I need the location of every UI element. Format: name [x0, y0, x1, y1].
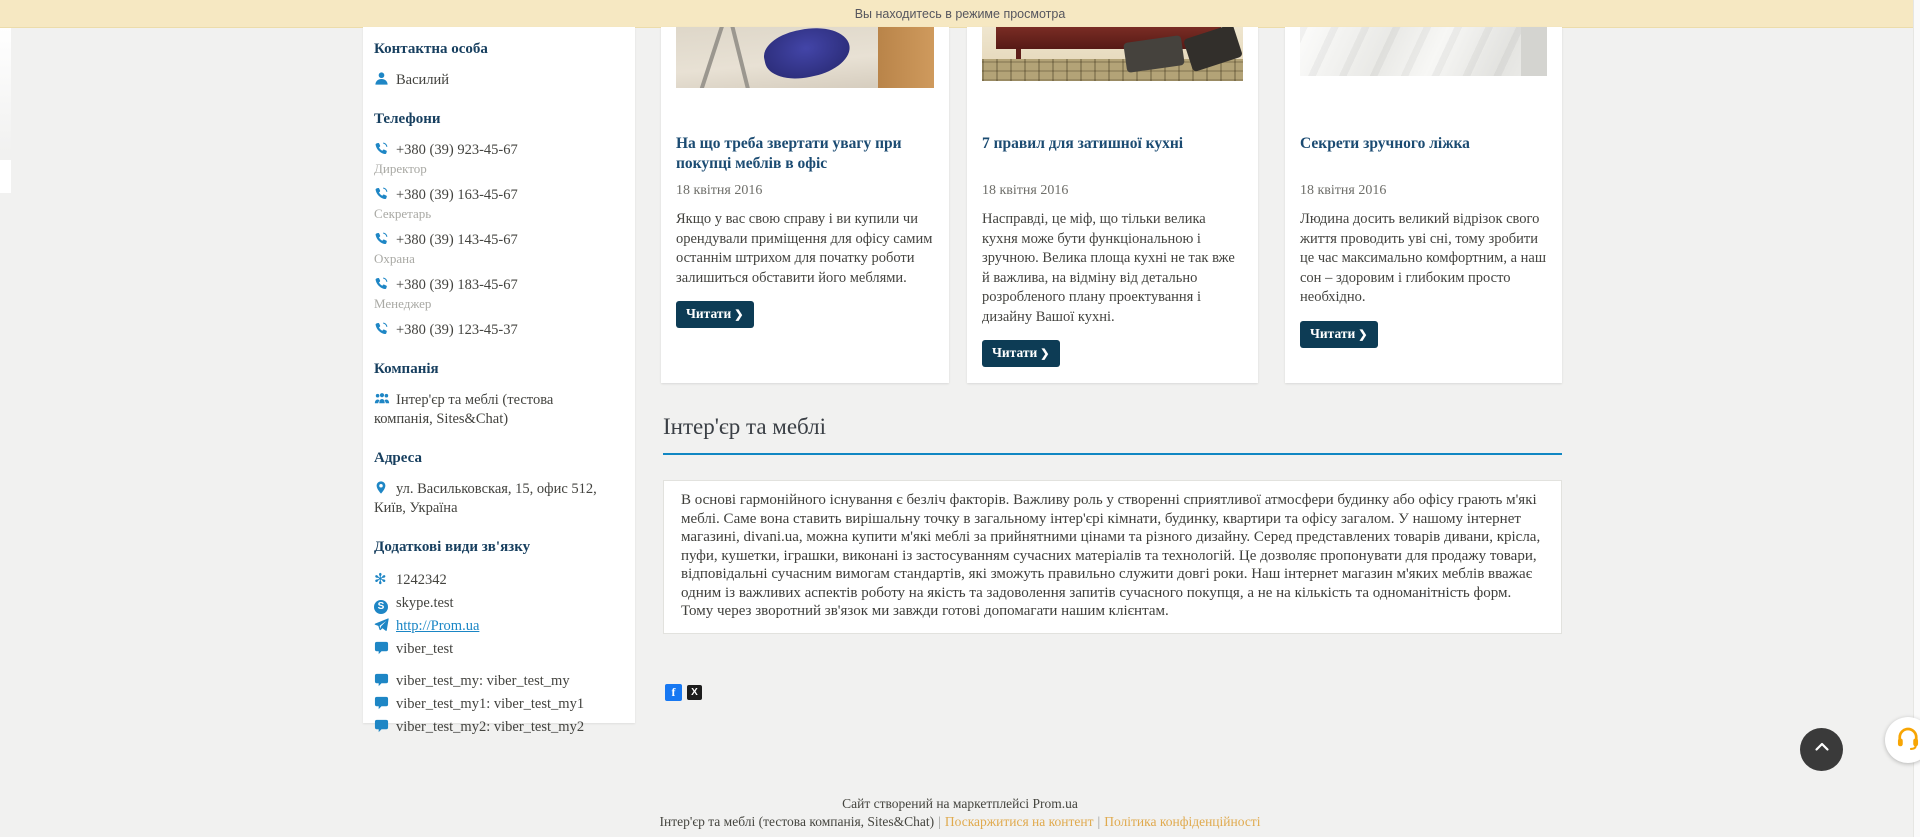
- map-pin-icon: [374, 480, 391, 495]
- article-body: [967, 134, 1258, 367]
- about-section-heading: Інтер'єр та меблі: [663, 414, 1562, 455]
- chevron-up-icon: [1812, 737, 1832, 762]
- read-more-button[interactable]: [982, 340, 1060, 367]
- messenger-login: viber_test_my1: viber_test_my1: [396, 696, 585, 712]
- left-edge-panel: [0, 28, 11, 153]
- article-title[interactable]: Секрети зручного ліжка: [1300, 135, 1470, 152]
- site-link[interactable]: http://Prom.ua: [396, 618, 480, 634]
- phone-label: Охрана: [374, 251, 415, 266]
- left-edge-panel-2: [0, 160, 11, 193]
- x-twitter-icon[interactable]: X: [687, 685, 702, 700]
- headset-icon: [1896, 726, 1920, 755]
- phone-icon: [374, 186, 391, 201]
- address-text: ул. Васильковская, 15, офис 512, Київ, Україна: [374, 481, 597, 516]
- icq-icon: ✻: [374, 572, 387, 588]
- read-more-button[interactable]: [1300, 321, 1378, 348]
- article-date: 18 квітня 2016: [1300, 183, 1387, 198]
- read-more-label: Читати: [686, 306, 732, 321]
- messenger-row: [374, 693, 609, 716]
- article-excerpt: Насправді, це міф, що тільки велика кухня може бути функціональною і зручною. Велика площа кухні не так вже й важлива, на відміну від детально розробленого плану проектування і дизайну Вашої кухні.: [982, 211, 1235, 325]
- report-content-link[interactable]: Поскаржитися на контент: [944, 814, 1094, 829]
- phone-number[interactable]: +380 (39) 183-45-67: [396, 277, 518, 293]
- extra-contacts-heading: Додаткові види зв'язку: [374, 539, 531, 555]
- article-card: [1285, 27, 1562, 383]
- desk-leg-shape: [730, 27, 751, 88]
- article-date: 18 квітня 2016: [676, 183, 763, 198]
- chat-icon: [374, 672, 391, 687]
- social-share-bar: [665, 684, 702, 701]
- footer-separator: |: [1097, 814, 1101, 829]
- footer-separator: |: [938, 814, 941, 829]
- skype-icon: S: [374, 600, 388, 614]
- icq-row: [374, 569, 609, 592]
- messenger-row: [374, 670, 609, 693]
- company-heading: Компанія: [374, 361, 439, 377]
- facebook-icon[interactable]: f: [665, 684, 682, 701]
- viber-login: viber_test: [396, 641, 454, 657]
- article-title[interactable]: На що треба звертати увагу при покупці меблів в офіс: [676, 135, 902, 172]
- read-more-button[interactable]: [676, 301, 754, 328]
- article-image[interactable]: [676, 27, 934, 88]
- article-media: [1285, 27, 1562, 134]
- messenger-row: [374, 716, 609, 739]
- phone-number[interactable]: +380 (39) 923-45-67: [396, 142, 518, 158]
- desk-leg-shape: [699, 27, 724, 88]
- article-image[interactable]: [982, 27, 1243, 81]
- chat-icon: [374, 695, 391, 710]
- support-chat-button[interactable]: [1885, 717, 1920, 763]
- scroll-to-top-button[interactable]: [1800, 728, 1843, 771]
- article-excerpt: Якщо у вас свою справу і ви купили чи орендували приміщення для офісу самим останнім штрихом для початку роботи залишиться обставити його меблями.: [676, 211, 933, 286]
- article-date: 18 квітня 2016: [982, 183, 1069, 198]
- phone-number[interactable]: +380 (39) 163-45-67: [396, 187, 518, 203]
- site-footer: [0, 795, 1920, 831]
- chevron-right-icon: ❯: [1358, 328, 1368, 341]
- contact-sidebar: [363, 27, 635, 735]
- messenger-login: viber_test_my2: viber_test_my2: [396, 719, 585, 735]
- page-scrollbar[interactable]: [1913, 0, 1920, 837]
- phone-row[interactable]: [374, 231, 609, 250]
- phone-icon: [374, 141, 391, 156]
- phones-heading: Телефони: [374, 111, 441, 127]
- phone-row[interactable]: [374, 276, 609, 295]
- footer-marketplace-note: Сайт створений на маркетплейсі Prom.ua: [842, 796, 1078, 811]
- icq-number: 1242342: [396, 572, 447, 588]
- telegram-icon: [374, 617, 391, 632]
- contact-person-heading: Контактна особа: [374, 41, 488, 57]
- company-row: [374, 391, 609, 429]
- office-chair-shape: [760, 27, 854, 85]
- read-more-label: Читати: [992, 345, 1038, 360]
- company-name: Інтер'єр та меблі (тестова компанія, Sites&Chat): [374, 392, 554, 427]
- viber-row: [374, 638, 609, 661]
- cabinet-shape: [878, 27, 934, 88]
- phone-row[interactable]: [374, 321, 609, 340]
- phone-label: Секретарь: [374, 206, 432, 221]
- article-image[interactable]: [1300, 27, 1547, 76]
- phone-label: Директор: [374, 161, 427, 176]
- phone-icon: [374, 321, 391, 336]
- footer-links-line: [0, 813, 1920, 831]
- phone-icon: [374, 231, 391, 246]
- linen-folds-shape: [1300, 27, 1547, 76]
- phone-number[interactable]: +380 (39) 143-45-67: [396, 232, 518, 248]
- article-title[interactable]: 7 правил для затишної кухні: [982, 135, 1184, 152]
- site-link-row[interactable]: [374, 615, 609, 638]
- read-more-label: Читати: [1310, 325, 1356, 341]
- phone-row[interactable]: [374, 186, 609, 205]
- chevron-right-icon: ❯: [1040, 348, 1050, 360]
- address-row: [374, 480, 609, 518]
- article-media: [661, 27, 949, 134]
- article-card: [661, 27, 949, 383]
- address-heading: Адреса: [374, 450, 422, 466]
- footer-company-name: Інтер'єр та меблі (тестова компанія, Sites&Chat): [659, 814, 935, 829]
- viber-icon: [374, 640, 391, 655]
- article-card: [967, 27, 1258, 383]
- article-body: [661, 134, 949, 328]
- about-text-box: [663, 480, 1562, 634]
- contact-person-name: Василий: [396, 72, 450, 88]
- article-media: [967, 27, 1258, 134]
- person-icon: [374, 71, 391, 86]
- privacy-policy-link[interactable]: Політика конфіденційності: [1104, 814, 1261, 829]
- article-excerpt: Людина досить великий відрізок свого життя проводить уві сні, тому зробити це час максимально комфортним, а наш сон – здоровим і глибоким просто необхідно.: [1300, 211, 1546, 305]
- phone-row[interactable]: [374, 141, 609, 160]
- preview-mode-banner: [0, 0, 1920, 28]
- article-body: [1285, 134, 1562, 348]
- messenger-login: viber_test_my: viber_test_my: [396, 673, 570, 689]
- about-text: В основі гармонійного існування є безліч факторів. Важливу роль у створенні сприятливої атмосфери будинку або офісу грають м'які меблі. Саме вона ставить вирішальну точку в загальному інтер'єрі кімнати, будинку, квартири та офісу загалом. У нашому інтернет магазині, divani.ua, можна купити м'які меблі за прийнятними цінами та різного дизайну. Серед представлених товарів дивани, крісла, пуфи, кушетки, іграшки, виконані із застосуванням сучасних матеріалів та технологій. Це дозволяє пропонувати для продажу товари, відповідальні сучасним вимогам стандартів, які зможуть правильно служити довгі роки. Наш інтернет магазин м'яких меблів вважає одним із важливих аспектів роботу на якість та задоволення запитів сучасного покупця, а не на кількість та одноманітність форм. Тому через зворотний зв'язок ми завжди готові допомагати нашим клієнтам.: [681, 492, 1541, 619]
- contact-person-row: [374, 71, 609, 90]
- skype-login[interactable]: skype.test: [396, 595, 454, 611]
- chevron-right-icon: ❯: [734, 309, 744, 321]
- wall-shape: [1521, 27, 1547, 76]
- phone-label: Менеджер: [374, 296, 432, 311]
- phone-number[interactable]: +380 (39) 123-45-37: [396, 322, 518, 338]
- skype-row[interactable]: [374, 592, 609, 615]
- preview-mode-text: Вы находитесь в режиме просмотра: [854, 6, 1066, 21]
- phone-icon: [374, 276, 391, 291]
- people-icon: [374, 391, 391, 406]
- chat-icon: [374, 718, 391, 733]
